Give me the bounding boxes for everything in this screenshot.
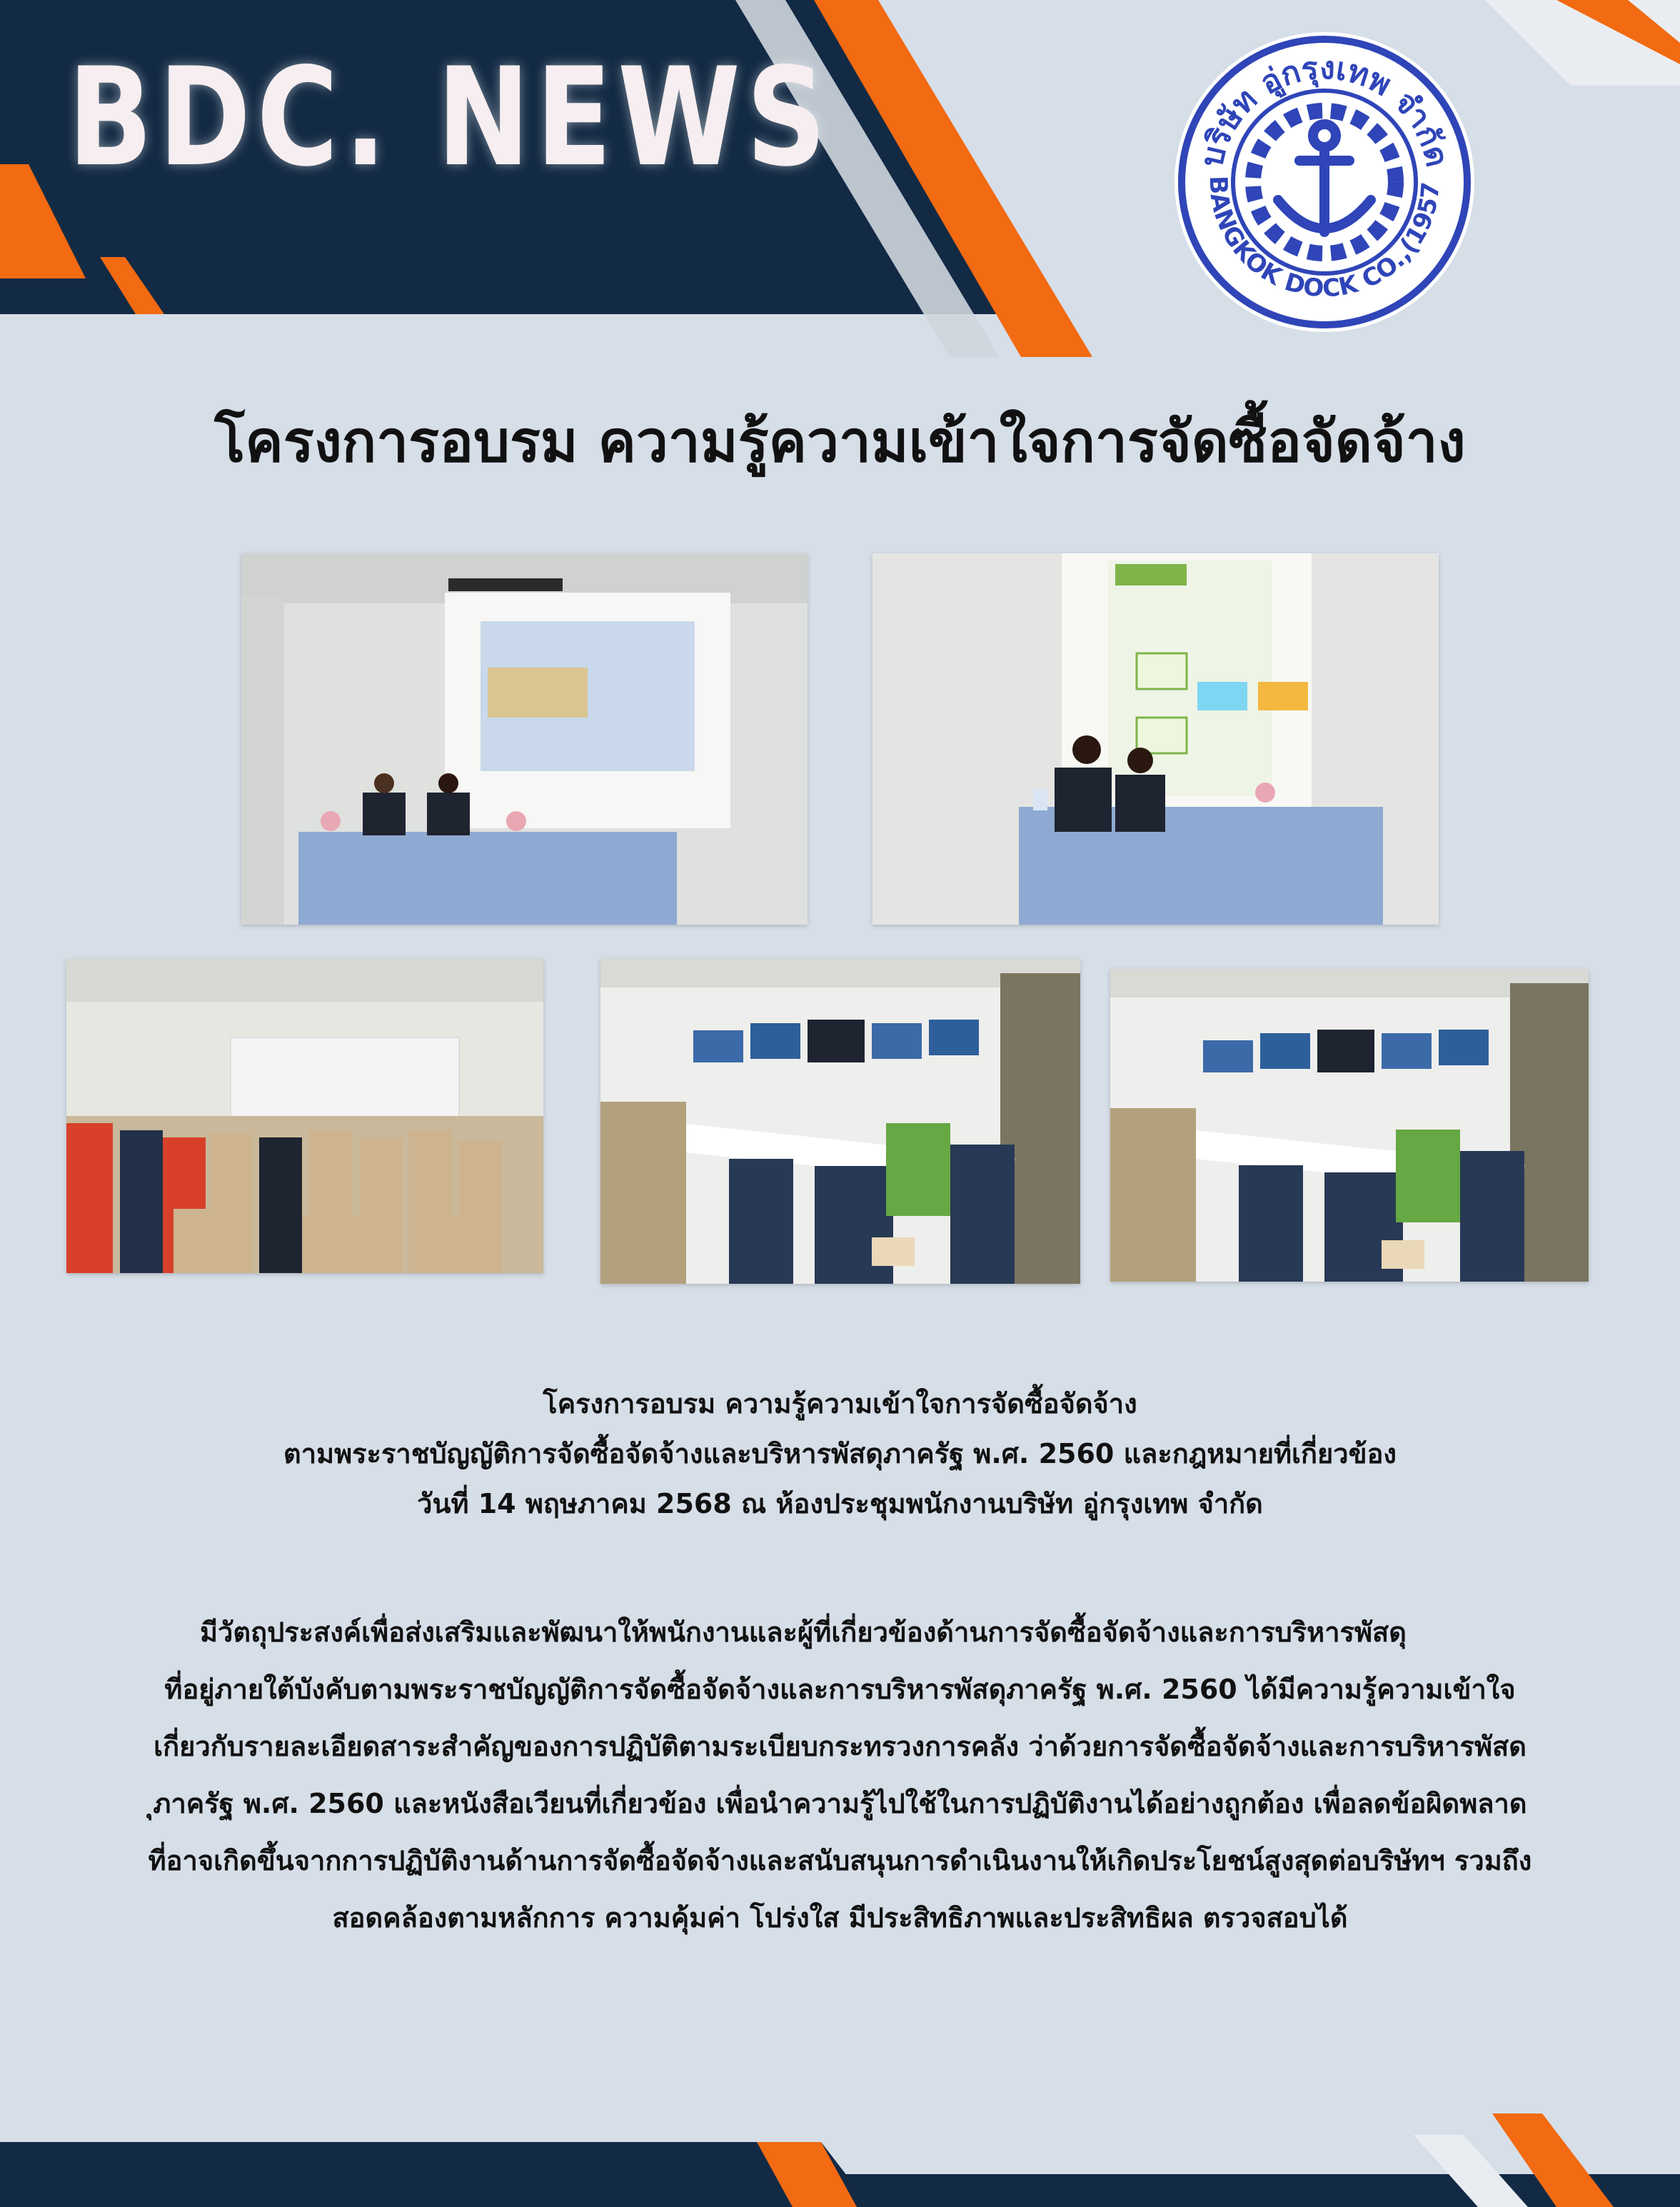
caption-title: โครงการอบรม ความรู้ความเข้าใจการจัดซื้อจัดจ้าง bbox=[543, 1388, 1137, 1419]
body-line-6: สอดคล้องตามหลักการ ความคุ้มค่า โปร่งใส มีประสิทธิภาพและประสิทธิผล ตรวจสอบได้ bbox=[332, 1902, 1348, 1934]
company-logo bbox=[1171, 29, 1478, 336]
audience-photo-left bbox=[600, 959, 1080, 1284]
body-line-3: เกี่ยวกับรายละเอียดสาระสำคัญของการปฏิบัติตามระเบียบกระทรวงการคลัง ว่าด้วยการจัดซื้อจัดจ้างและการบริหารพัสด bbox=[154, 1731, 1526, 1762]
page-headline: โครงการอบรม ความรู้ความเข้าใจการจัดซื้อจัดจ้าง bbox=[214, 408, 1466, 475]
logo-bottom-text: BANGKOK DOCK CO.,(1957 bbox=[1203, 175, 1446, 303]
body-line-5: ที่อาจเกิดขึ้นจากการปฏิบัติงานด้านการจัดซื้อจัดจ้างและสนับสนุนการดำเนินงานให้เกิดประโยชน์สูงสุดต่อบริษัทฯ รวมถึง bbox=[148, 1845, 1532, 1876]
footer-navy-left bbox=[0, 2142, 871, 2207]
caption-law: ตามพระราชบัญญัติการจัดซื้อจัดจ้างและบริหารพัสดุภาครัฐ พ.ศ. 2560 และกฎหมายที่เกี่ยวข้อง bbox=[283, 1438, 1397, 1469]
body-line-1: มีวัตถุประสงค์เพื่อส่งเสริมและพัฒนาให้พนักงานและผู้ที่เกี่ยวข้องด้านการจัดซื้อจัดจ้างและการบริหารพัสดุ bbox=[200, 1617, 1407, 1648]
body-line-4: ุภาครัฐ พ.ศ. 2560 และหนังสือเวียนที่เกี่ยวข้อง เพื่อนำความรู้ไปใช้ในการปฏิบัติงานได้อย่างถูกต้อง เพื่อลดข้อผิดพลาด bbox=[153, 1788, 1527, 1819]
group-photo bbox=[66, 959, 543, 1273]
speakers-slide-photo bbox=[872, 553, 1439, 925]
caption-date-venue: วันที่ 14 พฤษภาคม 2568 ณ ห้องประชุมพนักงานบริษัท อู่กรุงเทพ จำกัด bbox=[417, 1488, 1263, 1519]
brand-title: BDC. NEWS bbox=[68, 39, 833, 196]
presentation-room-photo bbox=[241, 553, 808, 925]
body-line-2: ที่อยู่ภายใต้บังคับตามพระราชบัญญัติการจัดซื้อจัดจ้างและการบริหารพัสดุภาครัฐ พ.ศ. 2560 ได้มีความรู้ความเข้าใจ bbox=[164, 1674, 1516, 1705]
audience-photo-right bbox=[1110, 969, 1589, 1282]
logo-top-text: บริษัท อู่กรุงเทพ จำกัด bbox=[1193, 49, 1456, 171]
